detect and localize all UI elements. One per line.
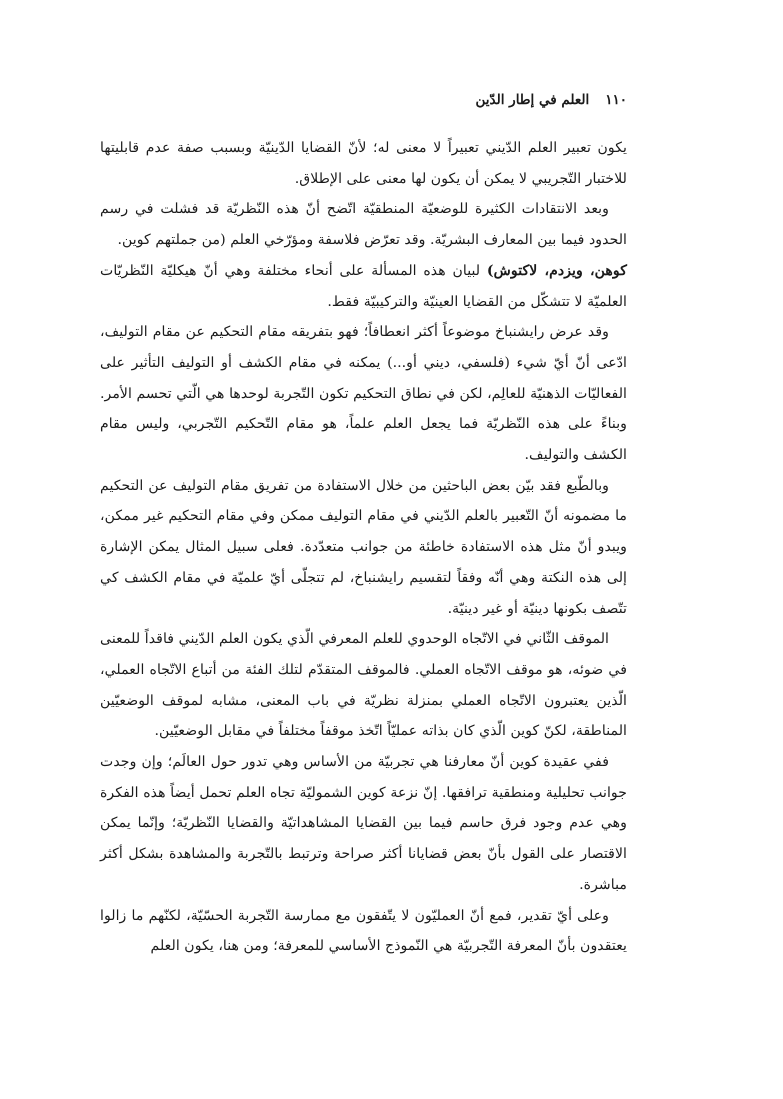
paragraph (100, 256, 627, 317)
paragraph (100, 471, 627, 625)
running-head (100, 88, 627, 112)
paragraph-text: الموقف الثّاني في الاتّجاه الوحدوي للعلم المعرفي الّذي يكون العلم الدّيني فاقداً للمعنى في ضوئه، هو موقف الاتّجاه العملي. فالموقف المتقدّم لتلك الفئة من أتباع الاتّجاه العملي، الّذين يعتبرون الاتّجاه العملي بمنزلة نظريّة في باب المعنى، مشابه لموقف الوضعيّين المناطقة، لكنّ كوين الّذي كان بذاته عمليّاً اتّخذ موقفاً مختلفاً في مقابل الوضعيّين. (100, 631, 627, 740)
paragraph-bold-names: كوهن، ويزدم، لاكتوش) (486, 262, 627, 279)
paragraph (100, 194, 627, 255)
paragraph-text: يكون تعبير العلم الدّيني تعبيراً لا معنى له؛ لأنّ القضايا الدّينيّة وبسبب صفة عدم قابليتها للاختبار التّجريبي لا يمكن أن يكون لها معنى على الإطلاق. (100, 140, 627, 187)
paragraph-text: لبيان هذه المسألة على أنحاء مختلفة وهي أنّ هيكليّة النّظريّات العلميّة لا تتشكّل من القضايا العينيّة والتركيبيّة فقط. (100, 262, 627, 310)
paragraph (100, 747, 627, 901)
page-number: ١١٠ (605, 92, 627, 108)
paragraph (100, 901, 627, 962)
paragraph (100, 317, 627, 471)
paragraph-text: ففي عقيدة كوين أنّ معارفنا هي تجربيّة من الأساس وهي تدور حول العالَم؛ وإن وجدت جوانب تحليلية ومنطقية ترافقها. إنّ نزعة كوين الشموليّة تجاه العلم تحمل أيضاً هذه الفكرة وهي عدم وجود فرق حاسم فيما بين القضايا المشاهداتيّة والقضايا النّظريّة؛ وإنّما يمكن الاقتصار على القول بأنّ بعض قضايانا أكثر صراحة وترتبط بالتّجربة والمشاهدة بشكل أكثر مباشرة. (100, 754, 627, 893)
body-text (100, 133, 627, 962)
chapter-title: العلم في إطار الدّين (475, 92, 590, 108)
paragraph (100, 133, 627, 194)
paragraph-text: وقد عرض رايشنباخ موضوعاً أكثر انعطافاً؛ فهو بتفريقه مقام التحكيم عن مقام التوليف، ادّعى أنّ أيّ شيء (فلسفي، ديني أو...) يمكنه في مقام الكشف أو التوليف التأثير على الفعاليّات الذهنيّة للعالِم، لكن في نطاق التحكيم تكون التّجربة لوحدها هي الّتي تحسم الأمر. وبناءً على هذه النّظريّة فما يجعل العلم علماً، هو مقام التّحكيم التّجربي، وليس مقام الكشف والتوليف. (100, 324, 627, 464)
paragraph-text: وبعد الانتقادات الكثيرة للوضعيّة المنطقيّة اتّضح أنّ هذه النّظريّة قد فشلت في رسم الحدود فيما بين المعارف البشريّة. وقد تعرّض فلاسفة ومؤرّخي العلم (من جملتهم كوين. (100, 201, 627, 249)
paragraph (100, 624, 627, 747)
paragraph-text: وبالطّبع فقد بيّن بعض الباحثين من خلال الاستفادة من تفريق مقام التوليف عن التحكيم ما مضمونه أنّ التّعبير بالعلم الدّيني في مقام التوليف ممكن وفي مقام التحكيم غير ممكن، ويبدو أنّ مثل هذه الاستفادة خاطئة من جوانب متعدّدة. فعلى سبيل المثال يمكن الإشارة إلى هذه النكتة وهي أنّه وفقاً لتقسيم رايشنباخ، لم تتجلّى أيّ علميّة في مقام الكشف كي تتّصف بكونها دينيّة أو غير دينيّة. (100, 477, 627, 617)
paragraph-text: وعلى أيّ تقدير، فمع أنّ العمليّون لا يتّفقون مع ممارسة التّجربة الحسّيّة، لكنّهم ما زالوا يعتقدون بأنّ المعرفة التّجربيّة هي النّموذج الأساسي للمعرفة؛ ومن هنا، يكون العلم (100, 907, 627, 955)
